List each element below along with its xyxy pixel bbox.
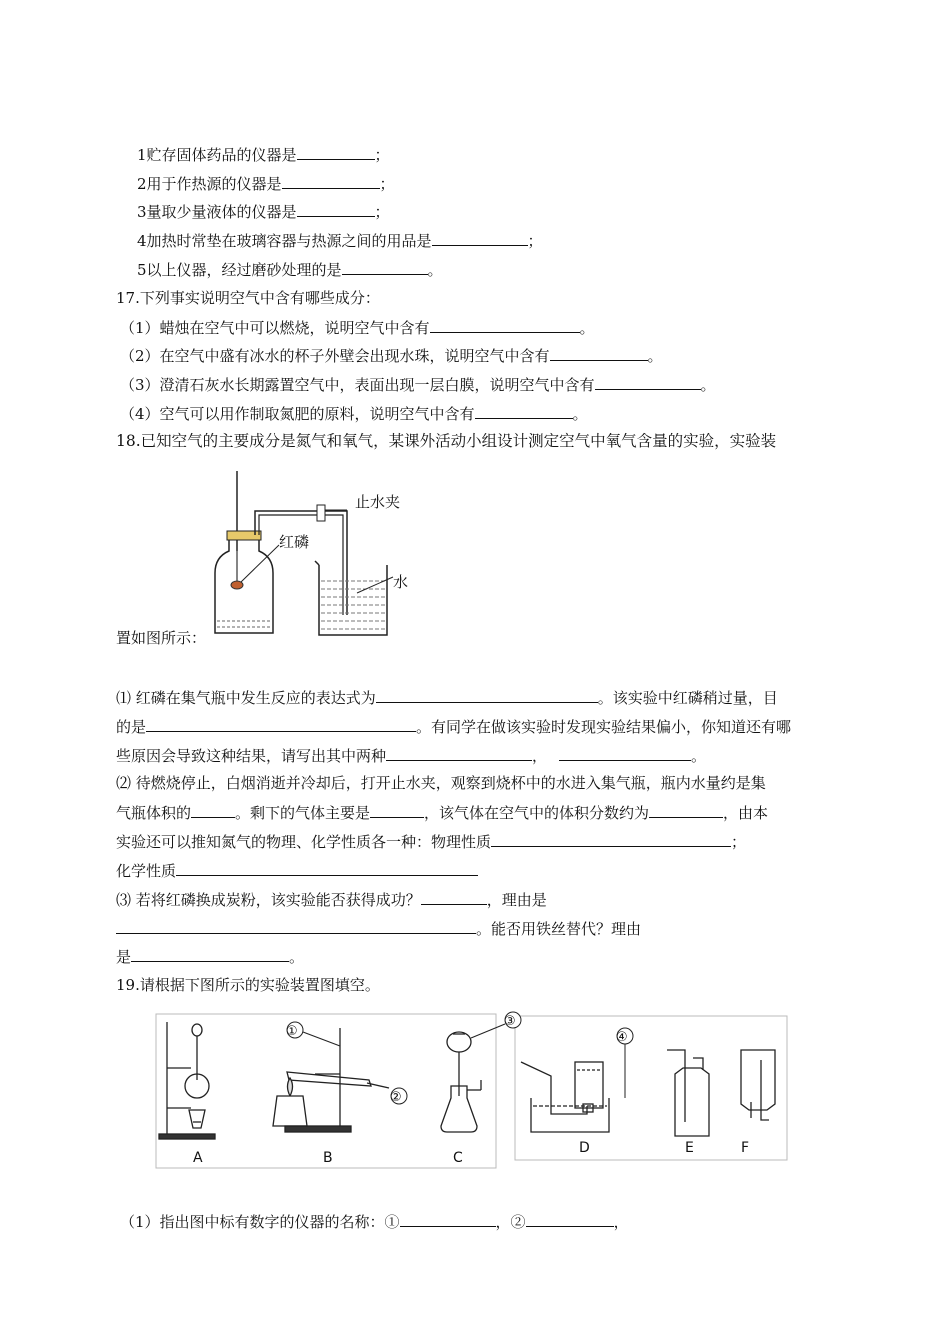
q18-p1-text-b: 。该实验中红磷稍过量，目: [597, 689, 778, 707]
q18-p1-text: ⑴ 红磷在集气瓶中发生反应的表达式为: [116, 689, 376, 707]
punct: ；: [731, 833, 747, 851]
q19-p1: [120, 1211, 629, 1232]
q18-p2-line1: ⑵ 待燃烧停止，白烟消逝并冷却后，打开止水夹，观察到烧杯中的水进入集气瓶，瓶内水量约是集: [116, 774, 766, 792]
q18-p2-text-f: 实验还可以推知氮气的物理、化学性质各一种：物理性质: [116, 833, 492, 851]
punct: 。: [691, 747, 707, 765]
answer-blank[interactable]: [146, 716, 416, 732]
punct: ；: [374, 203, 390, 221]
answer-blank[interactable]: [116, 918, 476, 934]
answer-blank[interactable]: [400, 1211, 496, 1227]
answer-blank[interactable]: [430, 317, 580, 333]
q18-p2-text-e: ，由本: [723, 804, 769, 822]
punct: 。: [700, 376, 716, 394]
q16-item-3: [137, 201, 390, 222]
punct: ，: [613, 1213, 629, 1231]
label-a: A: [193, 1150, 203, 1166]
q18-p1-text-c: 的是: [116, 718, 147, 736]
gas-bottle: [215, 537, 273, 633]
connecting-tube: [255, 511, 347, 615]
q19-p1-text-a: （1）指出图中标有数字的仪器的名称：①: [120, 1213, 400, 1231]
q16-item-5: [137, 259, 443, 280]
punct: ，: [532, 747, 548, 765]
q18-p2-text-d: ，该气体在空气中的体积分数约为: [424, 804, 650, 822]
label-water: 水: [393, 573, 409, 591]
marker-3: ③: [504, 1014, 516, 1029]
answer-blank[interactable]: [297, 201, 375, 217]
q16-item-1: [137, 144, 390, 165]
label-e: E: [685, 1140, 694, 1156]
q17-item-1: [120, 317, 595, 338]
punct: 。: [647, 347, 663, 365]
q18-p2-text-b: 气瓶体积的: [116, 804, 192, 822]
q18-p2-line3: [116, 831, 746, 852]
q18-p3-text-a: ⑶ 若将红磷换成炭粉，该实验能否获得成功？: [116, 891, 421, 909]
punct: ；: [379, 175, 395, 193]
answer-blank[interactable]: [131, 946, 289, 962]
answer-blank[interactable]: [491, 831, 731, 847]
punct: 。: [289, 948, 305, 966]
answer-blank[interactable]: [475, 403, 573, 419]
label-c: C: [453, 1150, 463, 1166]
label-red-phosphorus: 红磷: [279, 533, 310, 551]
apparatus-d: [521, 1062, 609, 1132]
answer-blank[interactable]: [282, 173, 380, 189]
panel-def: [515, 1016, 787, 1160]
answer-blank[interactable]: [595, 374, 701, 390]
label-d: D: [579, 1140, 590, 1156]
q16-item-4: [137, 230, 543, 251]
q17-item-1-text: （1）蜡烛在空气中可以燃烧，说明空气中含有: [120, 319, 430, 337]
answer-blank[interactable]: [550, 345, 648, 361]
apparatus-a: [159, 1022, 215, 1139]
q17-item-3-text: （3）澄清石灰水长期露置空气中，表面出现一层白膜，说明空气中含有: [120, 376, 595, 394]
q19-apparatus-figure: [155, 1010, 790, 1170]
answer-blank[interactable]: [191, 802, 235, 818]
q17-item-3: [120, 374, 716, 395]
answer-blank[interactable]: [370, 802, 424, 818]
answer-blank[interactable]: [176, 860, 478, 876]
answer-blank[interactable]: [342, 259, 428, 275]
q18-p1-text-d: 。有同学在做该实验时发现实验结果偏小，你知道还有哪: [416, 718, 792, 736]
label-f: F: [741, 1140, 750, 1156]
q18-p2-line2: [116, 802, 768, 823]
q18-p1-line1: [116, 687, 778, 708]
q19-p1-text-b: ，②: [495, 1213, 526, 1231]
punct: ；: [527, 232, 543, 250]
q16-item-2-text: 2用于作热源的仪器是: [137, 175, 282, 193]
apparatus-c: [441, 1032, 481, 1132]
punct: 。: [572, 405, 588, 423]
marker-1: ①: [286, 1024, 298, 1039]
q19-title: 19.请根据下图所示的实验装置图填空。: [116, 976, 380, 994]
q18-title-cont: 置如图所示：: [116, 629, 207, 647]
q18-p3-text-c: 。能否用铁丝替代？理由: [476, 920, 642, 938]
q17-item-4: [120, 403, 588, 424]
answer-blank[interactable]: [432, 230, 528, 246]
q18-p2-text-c: 。剩下的气体主要是: [235, 804, 371, 822]
answer-blank[interactable]: [297, 144, 375, 160]
q18-p3-line1: [116, 889, 547, 910]
q17-item-2-text: （2）在空气中盛有冰水的杯子外壁会出现水珠，说明空气中含有: [120, 347, 550, 365]
answer-blank[interactable]: [559, 745, 691, 761]
punct: ；: [374, 146, 390, 164]
q18-p2-text-h: 化学性质: [116, 862, 177, 880]
q18-apparatus-figure: [207, 465, 419, 645]
q16-item-5-text: 5以上仪器，经过磨砂处理的是: [137, 261, 342, 279]
q17-item-2: [120, 345, 663, 366]
q18-p1-text-e: 些原因会导致这种结果，请写出其中两种: [116, 747, 387, 765]
q18-p2-line4: [116, 860, 478, 881]
q16-item-3-text: 3量取少量液体的仪器是: [137, 203, 297, 221]
marker-2: ②: [390, 1090, 402, 1105]
answer-blank[interactable]: [421, 889, 487, 905]
apparatus-f: [741, 1050, 775, 1120]
q18-p3-line2: [116, 918, 641, 939]
bottle-stopper: [227, 531, 261, 540]
q17-title: 17.下列事实说明空气中含有哪些成分：: [116, 289, 380, 307]
answer-blank[interactable]: [526, 1211, 614, 1227]
q18-p1-line2: [116, 716, 791, 737]
answer-blank[interactable]: [649, 802, 723, 818]
q18-p1-line3: [116, 745, 706, 766]
punct: 。: [579, 319, 595, 337]
q16-item-2: [137, 173, 395, 194]
marker-4: ④: [616, 1030, 628, 1045]
q18-p3-text-d: 是: [116, 948, 132, 966]
answer-blank[interactable]: [376, 687, 598, 703]
apparatus-b: [273, 1028, 389, 1132]
panel-abc: [156, 1014, 496, 1168]
q18-title: 18.已知空气的主要成分是氮气和氧气，某课外活动小组设计测定空气中氧气含量的实验，实验装: [116, 432, 777, 450]
label-b: B: [323, 1150, 333, 1166]
q16-item-1-text: 1贮存固体药品的仪器是: [137, 146, 297, 164]
q16-item-4-text: 4加热时常垫在玻璃容器与热源之间的用品是: [137, 232, 432, 250]
apparatus-e: [667, 1050, 709, 1136]
label-clamp: 止水夹: [355, 493, 401, 511]
answer-blank[interactable]: [386, 745, 532, 761]
water-clamp: [317, 505, 325, 521]
q17-item-4-text: （4）空气可以用作制取氮肥的原料，说明空气中含有: [120, 405, 475, 423]
q18-p3-line3: [116, 946, 304, 967]
beaker: [319, 565, 387, 635]
punct: 。: [427, 261, 443, 279]
q18-p3-text-b: ，理由是: [486, 891, 547, 909]
